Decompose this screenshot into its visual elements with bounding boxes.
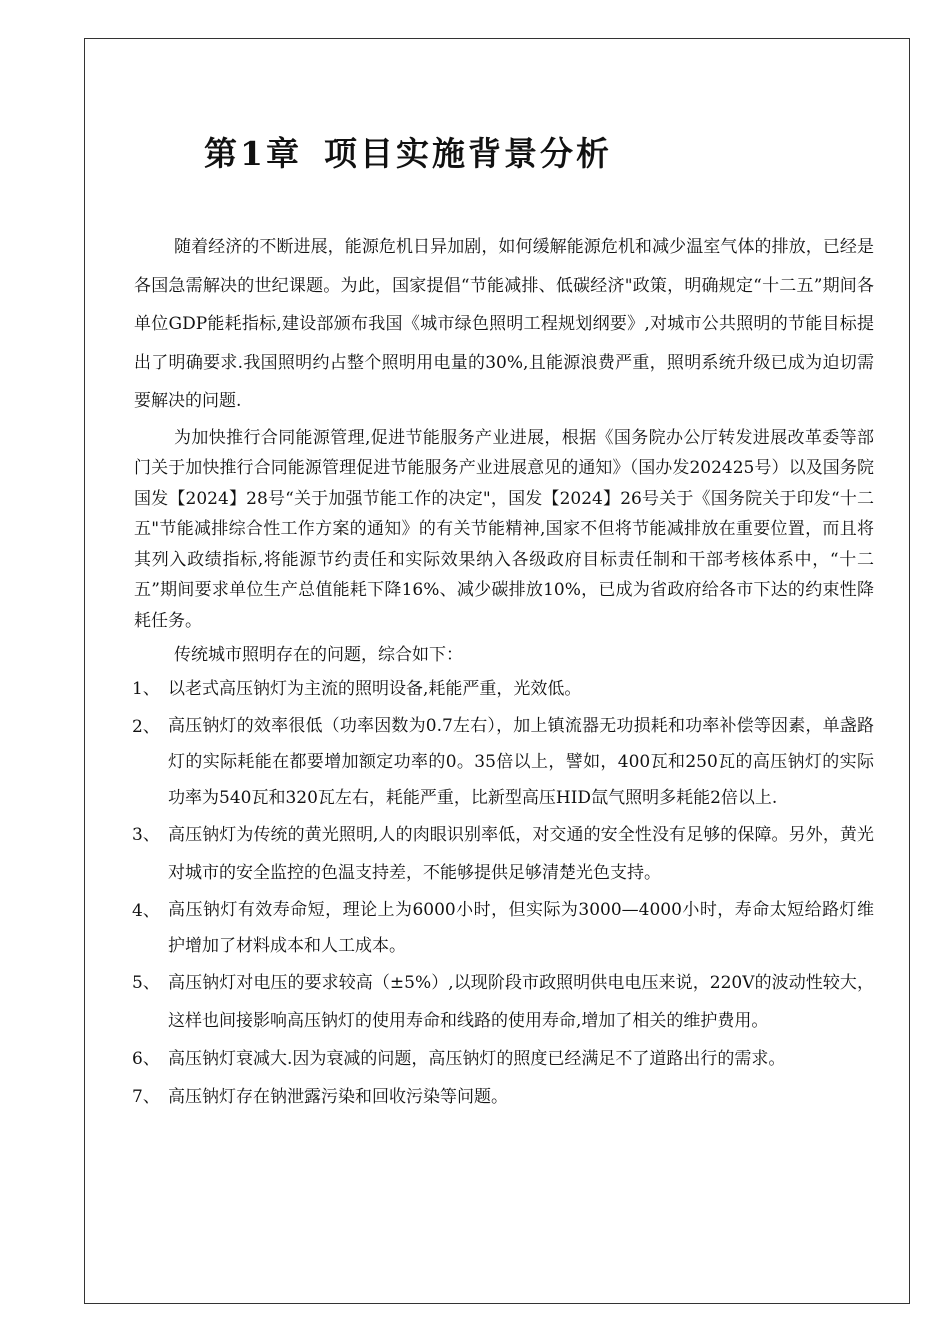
list-item	[132, 708, 874, 816]
list-item	[132, 1040, 874, 1078]
list-item-number: 4、	[132, 901, 160, 921]
document-body	[134, 228, 874, 1116]
list-item-number: 7、	[132, 1087, 160, 1107]
list-item	[132, 964, 874, 1040]
list-item-text: 高压钠灯为传统的黄光照明,人的肉眼识别率低，对交通的安全性没有足够的保障。另外，黄光对城市的安全监控的色温支持差，不能够提供足够清楚光色支持。	[168, 825, 874, 883]
problem-list	[132, 670, 874, 1116]
list-item-text: 高压钠灯的效率很低（功率因数为0.7左右），加上镇流器无功损耗和功率补偿等因素，单盏路灯的实际耗能在都要增加额定功率的0。35倍以上，譬如，400瓦和250瓦的高压钠灯的实际功率为540瓦和320瓦左右，耗能严重，比新型高压HID氙气照明多耗能2倍以上.	[168, 716, 874, 808]
paragraph-background: 随着经济的不断进展，能源危机日异加剧，如何缓解能源危机和减少温室气体的排放，已经是各国急需解决的世纪课题。为此，国家提倡“节能减排、低碳经济"政策，明确规定“十二五”期间各单位GDP能耗指标,建设部颁布我国《城市绿色照明工程规划纲要》,对城市公共照明的节能目标提出了明确要求.我国照明约占整个照明用电量的30%,且能源浪费严重，照明系统升级已成为迫切需要解决的问题.	[134, 237, 874, 411]
chapter-title	[0, 128, 950, 175]
list-item-text: 高压钠灯衰减大.因为衰减的问题，高压钠灯的照度已经满足不了道路出行的需求。	[168, 1049, 786, 1069]
list-item-text: 高压钠灯存在钠泄露污染和回收污染等问题。	[168, 1087, 508, 1107]
list-item	[132, 892, 874, 964]
list-item	[132, 1078, 874, 1116]
paragraph-policy: 为加快推行合同能源管理,促进节能服务产业进展，根据《国务院办公厅转发进展改革委等部门关于加快推行合同能源管理促进节能服务产业进展意见的通知》（国办发202425号）以及国务院国发【2024】28号“关于加强节能工作的决定"，国发【2024】26号关于《国务院关于印发“十二五"节能减排综合性工作方案的通知》的有关节能精神,国家不但将节能减排放在重要位置，而且将其列入政绩指标,将能源节约责任和实际效果纳入各级政府目标责任制和干部考核体系中，“十二五”期间要求单位生产总值能耗下降16%、减少碳排放10%，已成为省政府给各市下达的约束性降耗任务。	[134, 427, 874, 631]
list-item-number: 5、	[132, 973, 160, 993]
list-item-number: 6、	[132, 1049, 160, 1069]
chapter-heading: 项目实施背景分析	[323, 134, 612, 173]
list-item	[132, 816, 874, 892]
paragraph-problems-intro: 传统城市照明存在的问题，综合如下：	[174, 645, 463, 665]
list-item-number: 2、	[132, 717, 160, 737]
list-item-text: 以老式高压钠灯为主流的照明设备,耗能严重，光效低。	[168, 679, 582, 699]
list-item-text: 高压钠灯有效寿命短，理论上为6000小时，但实际为3000—4000小时，寿命太短给路灯维护增加了材料成本和人工成本。	[168, 900, 874, 956]
list-item	[132, 670, 874, 708]
list-item-number: 3、	[132, 825, 160, 845]
list-item-number: 1、	[132, 679, 160, 699]
chapter-number: 第1章	[204, 134, 302, 173]
list-item-text: 高压钠灯对电压的要求较高（±5%）,以现阶段市政照明供电电压来说，220V的波动性较大，这样也间接影响高压钠灯的使用寿命和线路的使用寿命,增加了相关的维护费用。	[168, 973, 874, 1031]
